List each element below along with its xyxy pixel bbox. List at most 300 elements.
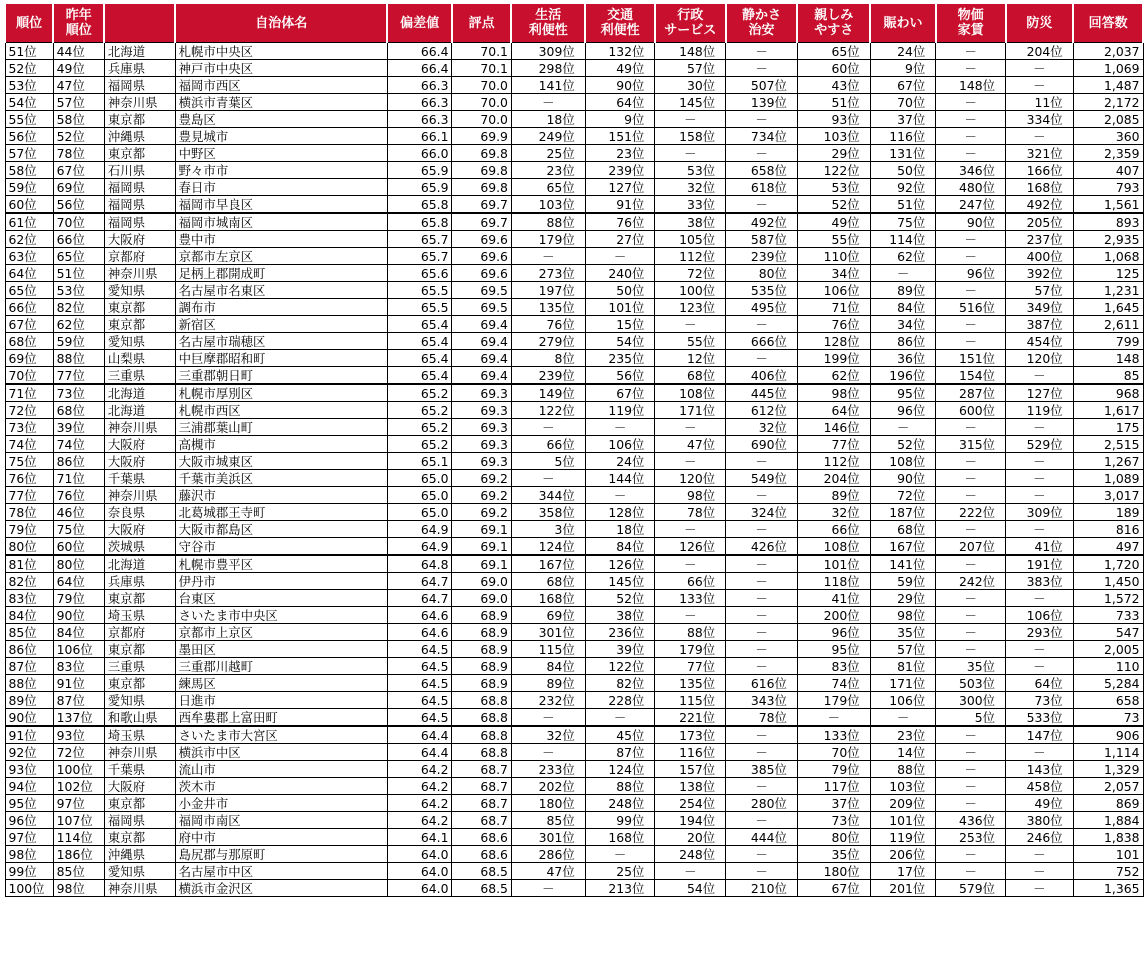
table-row <box>5 641 1143 658</box>
cell-score: 68.8 <box>452 726 511 744</box>
cell-name: 札幌市厚別区 <box>175 384 387 402</box>
cell-a1: － <box>511 744 585 761</box>
cell-rank: 74位 <box>5 436 53 453</box>
cell-a1: 179位 <box>511 231 585 248</box>
cell-cnt: 1,114 <box>1073 744 1143 761</box>
cell-score: 68.6 <box>452 829 511 846</box>
cell-rank: 73位 <box>5 419 53 436</box>
cell-a4: － <box>726 641 798 658</box>
cell-rank: 81位 <box>5 555 53 573</box>
column-header-label: サービス <box>664 23 717 38</box>
cell-a1: 197位 <box>511 282 585 299</box>
table-row <box>5 350 1143 367</box>
cell-score: 68.8 <box>452 744 511 761</box>
cell-a1: 5位 <box>511 453 585 470</box>
cell-cnt: 1,617 <box>1073 402 1143 419</box>
cell-a2: － <box>585 248 655 265</box>
cell-a1: － <box>511 880 585 897</box>
column-header-a2 <box>585 4 655 43</box>
cell-a4: 618位 <box>726 179 798 196</box>
table-row <box>5 265 1143 282</box>
cell-a1: 301位 <box>511 829 585 846</box>
cell-a5: 103位 <box>797 128 870 145</box>
cell-pref: 大阪府 <box>104 778 175 795</box>
cell-a5: 55位 <box>797 231 870 248</box>
table-row <box>5 880 1143 897</box>
cell-pref: 神奈川県 <box>104 94 175 111</box>
cell-dev: 65.5 <box>387 299 452 316</box>
cell-a8: 204位 <box>1006 43 1074 60</box>
cell-rank: 60位 <box>5 196 53 214</box>
cell-a5: 122位 <box>797 162 870 179</box>
cell-a2: 64位 <box>585 94 655 111</box>
cell-rank: 57位 <box>5 145 53 162</box>
cell-a1: － <box>511 94 585 111</box>
cell-cnt: 175 <box>1073 419 1143 436</box>
cell-name: 調布市 <box>175 299 387 316</box>
cell-pref: 東京都 <box>104 675 175 692</box>
cell-pref: 神奈川県 <box>104 880 175 897</box>
cell-a7: － <box>936 43 1006 60</box>
cell-a8: 246位 <box>1006 829 1074 846</box>
cell-prev: 64位 <box>53 573 104 590</box>
cell-name: 福岡市早良区 <box>175 196 387 214</box>
cell-pref: 沖縄県 <box>104 128 175 145</box>
cell-a7: － <box>936 761 1006 778</box>
cell-a2: 236位 <box>585 624 655 641</box>
table-row <box>5 419 1143 436</box>
cell-a4: 587位 <box>726 231 798 248</box>
cell-a3: 145位 <box>655 94 726 111</box>
cell-rank: 96位 <box>5 812 53 829</box>
table-row <box>5 590 1143 607</box>
table-row <box>5 521 1143 538</box>
cell-a7: － <box>936 94 1006 111</box>
column-header-a1 <box>511 4 585 43</box>
column-header-label: 偏差値 <box>400 15 440 31</box>
cell-prev: 84位 <box>53 624 104 641</box>
cell-a2: 18位 <box>585 521 655 538</box>
cell-a3: 179位 <box>655 641 726 658</box>
cell-dev: 66.0 <box>387 145 452 162</box>
cell-a5: 71位 <box>797 299 870 316</box>
cell-pref: 東京都 <box>104 590 175 607</box>
cell-a2: 56位 <box>585 367 655 385</box>
cell-score: 69.4 <box>452 316 511 333</box>
cell-a8: － <box>1006 521 1074 538</box>
cell-a3: 135位 <box>655 675 726 692</box>
cell-a8: － <box>1006 863 1074 880</box>
table-row <box>5 94 1143 111</box>
cell-a3: 171位 <box>655 402 726 419</box>
cell-score: 69.3 <box>452 436 511 453</box>
cell-a5: 29位 <box>797 145 870 162</box>
cell-a1: － <box>511 419 585 436</box>
cell-a4: 444位 <box>726 829 798 846</box>
cell-cnt: 5,284 <box>1073 675 1143 692</box>
cell-score: 69.0 <box>452 590 511 607</box>
cell-a6: 206位 <box>870 846 936 863</box>
cell-prev: 106位 <box>53 641 104 658</box>
cell-dev: 65.0 <box>387 504 452 521</box>
cell-a5: 74位 <box>797 675 870 692</box>
cell-pref: 福岡県 <box>104 196 175 214</box>
cell-dev: 64.4 <box>387 744 452 761</box>
table-row <box>5 145 1143 162</box>
cell-a4: 406位 <box>726 367 798 385</box>
cell-name: 京都市上京区 <box>175 624 387 641</box>
cell-a1: 69位 <box>511 607 585 624</box>
cell-dev: 65.4 <box>387 316 452 333</box>
table-row <box>5 829 1143 846</box>
cell-a4: － <box>726 43 798 60</box>
cell-a3: 126位 <box>655 538 726 556</box>
cell-name: 豊中市 <box>175 231 387 248</box>
cell-a7: 222位 <box>936 504 1006 521</box>
column-header-label: 自治体名 <box>255 15 308 31</box>
cell-a7: － <box>936 316 1006 333</box>
cell-pref: 石川県 <box>104 162 175 179</box>
column-header-label: やすさ <box>814 23 854 38</box>
cell-prev: 83位 <box>53 658 104 675</box>
cell-prev: 72位 <box>53 744 104 761</box>
cell-cnt: 1,884 <box>1073 812 1143 829</box>
cell-dev: 65.6 <box>387 265 452 282</box>
cell-a8: － <box>1006 880 1074 897</box>
cell-a5: 51位 <box>797 94 870 111</box>
cell-a3: 54位 <box>655 880 726 897</box>
cell-a4: 426位 <box>726 538 798 556</box>
cell-pref: 千葉県 <box>104 761 175 778</box>
cell-a4: 535位 <box>726 282 798 299</box>
cell-a1: 202位 <box>511 778 585 795</box>
cell-a5: 108位 <box>797 538 870 556</box>
cell-score: 69.6 <box>452 231 511 248</box>
table-row <box>5 453 1143 470</box>
cell-a7: 247位 <box>936 196 1006 214</box>
cell-a3: 148位 <box>655 43 726 60</box>
column-header-label: 順位 <box>16 15 43 31</box>
table-row <box>5 196 1143 214</box>
cell-a5: 32位 <box>797 504 870 521</box>
table-row <box>5 60 1143 77</box>
cell-a6: 167位 <box>870 538 936 556</box>
cell-a6: 141位 <box>870 555 936 573</box>
cell-a6: 29位 <box>870 590 936 607</box>
cell-a3: 33位 <box>655 196 726 214</box>
cell-a1: 233位 <box>511 761 585 778</box>
cell-cnt: 360 <box>1073 128 1143 145</box>
cell-pref: 北海道 <box>104 43 175 60</box>
column-header-score <box>452 4 511 43</box>
cell-a3: 221位 <box>655 709 726 727</box>
cell-rank: 68位 <box>5 333 53 350</box>
cell-a5: 62位 <box>797 367 870 385</box>
cell-name: 千葉市美浜区 <box>175 470 387 487</box>
cell-cnt: 2,359 <box>1073 145 1143 162</box>
cell-a4: － <box>726 846 798 863</box>
cell-a1: 249位 <box>511 128 585 145</box>
cell-rank: 85位 <box>5 624 53 641</box>
cell-pref: 愛知県 <box>104 863 175 880</box>
cell-a2: － <box>585 846 655 863</box>
table-row <box>5 624 1143 641</box>
table-row <box>5 538 1143 556</box>
cell-a8: － <box>1006 453 1074 470</box>
cell-a3: － <box>655 316 726 333</box>
cell-name: 名古屋市瑞穂区 <box>175 333 387 350</box>
cell-a1: 141位 <box>511 77 585 94</box>
cell-a1: 122位 <box>511 402 585 419</box>
cell-a3: 78位 <box>655 504 726 521</box>
cell-prev: 52位 <box>53 128 104 145</box>
cell-a5: 43位 <box>797 77 870 94</box>
cell-a2: 87位 <box>585 744 655 761</box>
cell-a2: － <box>585 709 655 727</box>
cell-pref: 千葉県 <box>104 470 175 487</box>
table-row <box>5 761 1143 778</box>
cell-a8: 334位 <box>1006 111 1074 128</box>
cell-a4: － <box>726 778 798 795</box>
cell-score: 69.6 <box>452 265 511 282</box>
cell-prev: 51位 <box>53 265 104 282</box>
cell-a3: 20位 <box>655 829 726 846</box>
cell-a2: 128位 <box>585 504 655 521</box>
cell-a7: 287位 <box>936 384 1006 402</box>
cell-a3: 115位 <box>655 692 726 709</box>
cell-score: 68.7 <box>452 778 511 795</box>
cell-a8: － <box>1006 641 1074 658</box>
cell-a1: 149位 <box>511 384 585 402</box>
cell-score: 70.1 <box>452 43 511 60</box>
cell-a3: － <box>655 419 726 436</box>
cell-pref: 福岡県 <box>104 77 175 94</box>
table-row <box>5 726 1143 744</box>
cell-dev: 64.1 <box>387 829 452 846</box>
column-header-a8 <box>1006 4 1074 43</box>
cell-a3: 133位 <box>655 590 726 607</box>
cell-a4: 32位 <box>726 419 798 436</box>
cell-rank: 86位 <box>5 641 53 658</box>
cell-dev: 66.1 <box>387 128 452 145</box>
cell-a6: 95位 <box>870 384 936 402</box>
cell-prev: 62位 <box>53 316 104 333</box>
cell-name: 新宿区 <box>175 316 387 333</box>
cell-dev: 64.9 <box>387 521 452 538</box>
cell-cnt: 869 <box>1073 795 1143 812</box>
cell-cnt: 148 <box>1073 350 1143 367</box>
cell-a7: 35位 <box>936 658 1006 675</box>
cell-a6: － <box>870 265 936 282</box>
cell-cnt: 3,017 <box>1073 487 1143 504</box>
cell-a5: 64位 <box>797 402 870 419</box>
cell-a7: － <box>936 231 1006 248</box>
cell-dev: 64.0 <box>387 863 452 880</box>
cell-a8: － <box>1006 367 1074 385</box>
cell-a5: 77位 <box>797 436 870 453</box>
cell-prev: 75位 <box>53 521 104 538</box>
cell-dev: 65.9 <box>387 162 452 179</box>
cell-a1: 168位 <box>511 590 585 607</box>
cell-score: 69.3 <box>452 419 511 436</box>
column-header-label: 静かさ <box>742 8 782 23</box>
cell-a6: 36位 <box>870 350 936 367</box>
cell-a3: 248位 <box>655 846 726 863</box>
cell-a6: 52位 <box>870 436 936 453</box>
cell-a5: 89位 <box>797 487 870 504</box>
cell-a7: 148位 <box>936 77 1006 94</box>
cell-dev: 65.4 <box>387 350 452 367</box>
cell-a3: 254位 <box>655 795 726 812</box>
cell-a5: 34位 <box>797 265 870 282</box>
table-row <box>5 282 1143 299</box>
header-row <box>5 4 1143 43</box>
cell-a3: 72位 <box>655 265 726 282</box>
cell-a3: 116位 <box>655 744 726 761</box>
cell-a5: 95位 <box>797 641 870 658</box>
column-header-a7 <box>936 4 1006 43</box>
column-header-rank <box>5 4 53 43</box>
cell-a1: 358位 <box>511 504 585 521</box>
cell-a2: 126位 <box>585 555 655 573</box>
cell-name: 札幌市中央区 <box>175 43 387 60</box>
cell-a8: 127位 <box>1006 384 1074 402</box>
cell-a4: － <box>726 111 798 128</box>
cell-dev: 65.2 <box>387 402 452 419</box>
cell-a8: － <box>1006 590 1074 607</box>
cell-score: 68.9 <box>452 675 511 692</box>
cell-a4: － <box>726 521 798 538</box>
cell-a6: 187位 <box>870 504 936 521</box>
cell-dev: 64.9 <box>387 538 452 556</box>
cell-cnt: 733 <box>1073 607 1143 624</box>
cell-a3: 105位 <box>655 231 726 248</box>
cell-pref: 愛知県 <box>104 333 175 350</box>
cell-pref: 埼玉県 <box>104 726 175 744</box>
cell-dev: 65.4 <box>387 333 452 350</box>
cell-a8: 166位 <box>1006 162 1074 179</box>
cell-score: 69.4 <box>452 367 511 385</box>
table-row <box>5 504 1143 521</box>
cell-rank: 70位 <box>5 367 53 385</box>
cell-name: 高槻市 <box>175 436 387 453</box>
cell-a2: 122位 <box>585 658 655 675</box>
cell-prev: 76位 <box>53 487 104 504</box>
column-header-label: 行政 <box>677 8 704 23</box>
cell-a7: － <box>936 128 1006 145</box>
cell-a6: 116位 <box>870 128 936 145</box>
cell-rank: 92位 <box>5 744 53 761</box>
cell-name: 福岡市南区 <box>175 812 387 829</box>
cell-name: 小金井市 <box>175 795 387 812</box>
cell-a6: 98位 <box>870 607 936 624</box>
cell-a4: － <box>726 350 798 367</box>
cell-name: 京都市左京区 <box>175 248 387 265</box>
table-row <box>5 231 1143 248</box>
cell-a1: 124位 <box>511 538 585 556</box>
cell-dev: 65.4 <box>387 367 452 385</box>
cell-a4: 324位 <box>726 504 798 521</box>
cell-a8: 57位 <box>1006 282 1074 299</box>
cell-cnt: 547 <box>1073 624 1143 641</box>
cell-rank: 89位 <box>5 692 53 709</box>
column-header-label: 賑わい <box>883 15 923 31</box>
cell-cnt: 752 <box>1073 863 1143 880</box>
cell-a7: 154位 <box>936 367 1006 385</box>
cell-rank: 90位 <box>5 709 53 727</box>
cell-cnt: 799 <box>1073 333 1143 350</box>
cell-name: 横浜市青葉区 <box>175 94 387 111</box>
cell-a3: 108位 <box>655 384 726 402</box>
cell-a7: － <box>936 521 1006 538</box>
cell-pref: 大阪府 <box>104 231 175 248</box>
cell-rank: 75位 <box>5 453 53 470</box>
cell-a6: 101位 <box>870 812 936 829</box>
cell-a6: 84位 <box>870 299 936 316</box>
cell-pref: 東京都 <box>104 795 175 812</box>
table-row <box>5 333 1143 350</box>
cell-cnt: 2,611 <box>1073 316 1143 333</box>
cell-a3: 158位 <box>655 128 726 145</box>
cell-a8: － <box>1006 77 1074 94</box>
cell-name: 名古屋市名東区 <box>175 282 387 299</box>
cell-dev: 64.5 <box>387 641 452 658</box>
cell-a7: 90位 <box>936 213 1006 231</box>
cell-a1: 298位 <box>511 60 585 77</box>
cell-a7: 579位 <box>936 880 1006 897</box>
column-header-cnt <box>1073 4 1143 43</box>
cell-prev: 74位 <box>53 436 104 453</box>
cell-a5: 96位 <box>797 624 870 641</box>
cell-rank: 99位 <box>5 863 53 880</box>
cell-prev: 86位 <box>53 453 104 470</box>
cell-prev: 69位 <box>53 179 104 196</box>
cell-a3: 55位 <box>655 333 726 350</box>
cell-a4: 78位 <box>726 709 798 727</box>
cell-rank: 82位 <box>5 573 53 590</box>
cell-a1: 135位 <box>511 299 585 316</box>
table-row <box>5 162 1143 179</box>
cell-score: 69.7 <box>452 196 511 214</box>
cell-prev: 71位 <box>53 470 104 487</box>
cell-a6: 72位 <box>870 487 936 504</box>
column-header-label: 生活 <box>535 8 562 23</box>
cell-name: 横浜市金沢区 <box>175 880 387 897</box>
table-row <box>5 128 1143 145</box>
cell-a2: 76位 <box>585 213 655 231</box>
cell-a5: 128位 <box>797 333 870 350</box>
cell-a2: 119位 <box>585 402 655 419</box>
cell-a7: － <box>936 590 1006 607</box>
cell-prev: 47位 <box>53 77 104 94</box>
cell-pref: 福岡県 <box>104 812 175 829</box>
cell-a3: 98位 <box>655 487 726 504</box>
cell-pref: 神奈川県 <box>104 265 175 282</box>
cell-rank: 66位 <box>5 299 53 316</box>
cell-pref: 三重県 <box>104 367 175 385</box>
cell-rank: 53位 <box>5 77 53 94</box>
cell-a2: 99位 <box>585 812 655 829</box>
cell-name: 北葛城郡王寺町 <box>175 504 387 521</box>
cell-pref: 沖縄県 <box>104 846 175 863</box>
cell-dev: 64.5 <box>387 692 452 709</box>
cell-prev: 102位 <box>53 778 104 795</box>
cell-prev: 97位 <box>53 795 104 812</box>
cell-prev: 46位 <box>53 504 104 521</box>
cell-a7: － <box>936 282 1006 299</box>
cell-a7: 436位 <box>936 812 1006 829</box>
cell-a2: 82位 <box>585 675 655 692</box>
